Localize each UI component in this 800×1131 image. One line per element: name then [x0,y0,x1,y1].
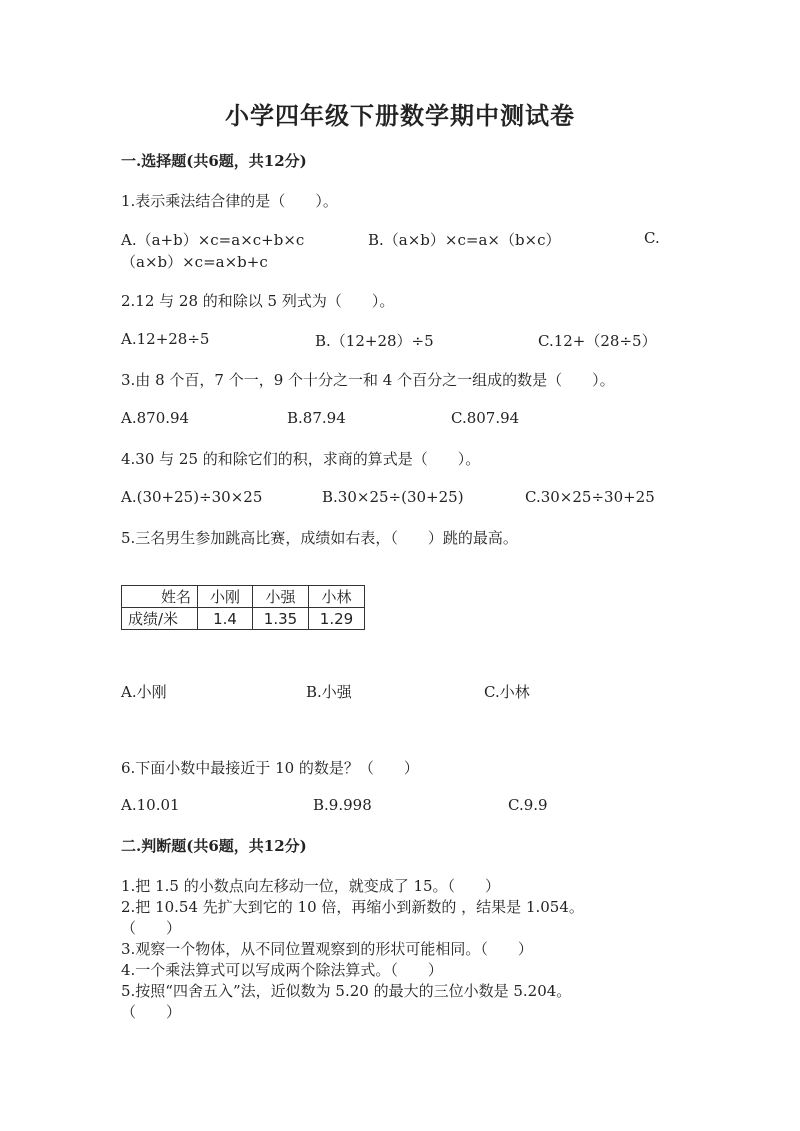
q3-option-b: B.87.94 [287,409,346,427]
table-header-cell: 姓名 [122,586,198,608]
q1-option-c-continued: （a×b）×c=a×b+c [121,253,268,271]
table-header-cell: 小刚 [198,586,253,608]
judge-item-5: 5.按照“四舍五入”法，近似数为 5.20 的最大的三位小数是 5.204。 [121,982,572,1000]
section-heading-multiple-choice: 一.选择题(共6题，共12分) [121,152,307,170]
score-table [121,585,365,630]
q6-option-b: B.9.998 [313,796,372,814]
table-header-cell: 小强 [253,586,309,608]
table-cell: 1.35 [253,608,309,630]
q2-option-a: A.12+28÷5 [121,330,210,348]
judge-item-4: 4.一个乘法算式可以写成两个除法算式。（ ） [121,961,443,979]
section-heading-true-false: 二.判断题(共6题，共12分) [121,837,307,855]
q5-option-c: C.小林 [484,683,530,701]
q1-option-a: A.（a+b）×c=a×c+b×c [121,231,305,249]
q6-option-a: A.10.01 [121,796,180,814]
table-cell: 1.4 [198,608,253,630]
q2-option-b: B.（12+28）÷5 [315,332,434,350]
question-6: 6.下面小数中最接近于 10 的数是？（ ） [121,759,419,777]
table-cell: 1.29 [309,608,365,630]
judge-item-5-bracket: （ ） [121,1003,182,1021]
judge-item-1: 1.把 1.5 的小数点向左移动一位，就变成了 15。（ ） [121,877,501,895]
table-row [122,608,365,630]
q6-option-c: C.9.9 [508,796,548,814]
table-header-row [122,586,365,608]
judge-item-2-bracket: （ ） [121,919,182,937]
q3-option-a: A.870.94 [121,409,190,427]
q5-option-b: B.小强 [306,683,352,701]
table-header-cell: 小林 [309,586,365,608]
table-cell: 成绩/米 [122,608,198,630]
question-5: 5.三名男生参加跳高比赛，成绩如右表，（ ）跳的最高。 [121,529,518,547]
question-2: 2.12 与 28 的和除以 5 列式为（ ）。 [121,292,395,310]
q3-option-c: C.807.94 [451,409,520,427]
q2-option-c: C.12+（28÷5） [538,332,657,350]
q4-option-c: C.30×25÷30+25 [525,488,655,506]
q4-option-b: B.30×25÷(30+25) [322,488,464,506]
judge-item-2: 2.把 10.54 先扩大到它的 10 倍，再缩小到新数的 ，结果是 1.054。 [121,898,584,916]
question-4: 4.30 与 25 的和除它们的积，求商的算式是（ ）。 [121,450,481,468]
q1-option-b: B.（a×b）×c=a×（b×c） [368,231,561,249]
question-3: 3.由 8 个百，7 个一，9 个十分之一和 4 个百分之一组成的数是（ ）。 [121,371,615,389]
judge-item-3: 3.观察一个物体，从不同位置观察到的形状可能相同。（ ） [121,940,533,958]
question-1: 1.表示乘法结合律的是（ ）。 [121,192,338,210]
q1-option-c: C. [644,229,660,247]
q5-option-a: A.小刚 [121,683,167,701]
page-title: 小学四年级下册数学期中测试卷 [225,101,575,130]
q4-option-a: A.(30+25)÷30×25 [121,488,263,506]
